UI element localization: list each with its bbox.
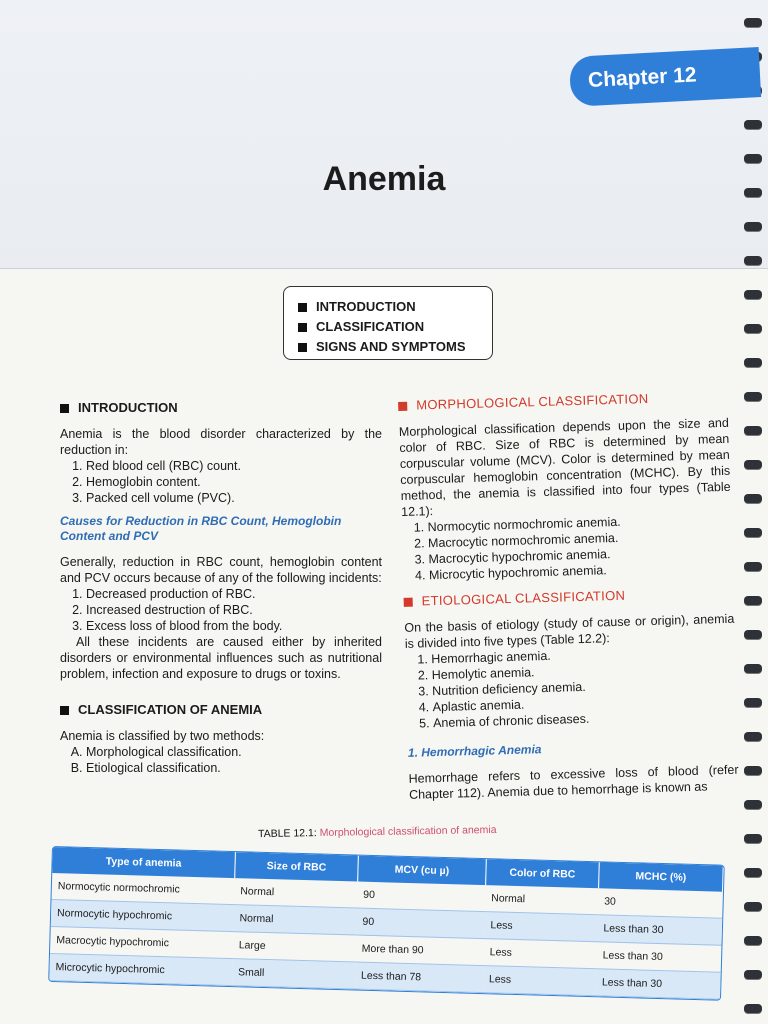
list-item: 2. Increased destruction of RBC. bbox=[86, 602, 382, 618]
morph-heading: MORPHOLOGICAL CLASSIFICATION bbox=[398, 389, 728, 414]
table-cell: Less bbox=[483, 966, 597, 996]
list-item: 2. Hemolytic anemia. bbox=[432, 659, 736, 683]
bullet-square-icon bbox=[298, 323, 307, 332]
table-cell: Normocytic hypochromic bbox=[51, 900, 234, 932]
table-cell: Macrocytic hypochromic bbox=[50, 926, 233, 958]
right-column bbox=[398, 389, 739, 803]
table-cell: Less bbox=[484, 912, 598, 942]
classification-text: Anemia is classified by two methods: bbox=[60, 729, 265, 743]
anemia-table bbox=[48, 846, 725, 1001]
list-item: 2. Hemoglobin content. bbox=[86, 474, 382, 490]
list-item: 4. Aplastic anemia. bbox=[432, 691, 736, 715]
etio-heading: ETIOLOGICAL CLASSIFICATION bbox=[403, 585, 733, 610]
table-cell: Normal bbox=[233, 905, 357, 935]
table-header: Size of RBC bbox=[235, 852, 359, 881]
bullet-square-icon bbox=[298, 343, 307, 352]
bullet-square-icon bbox=[398, 401, 407, 410]
table-header: Type of anemia bbox=[52, 847, 235, 878]
bullet-square-icon bbox=[404, 597, 413, 606]
list-item: 1. Hemorrhagic anemia. bbox=[431, 643, 735, 667]
list-item: 3. Nutrition deficiency anemia. bbox=[432, 675, 736, 699]
table-cell: Less bbox=[483, 939, 597, 969]
list-item: B. Etiological classification. bbox=[86, 760, 382, 776]
table-cell: Normal bbox=[485, 885, 599, 915]
table-cell: More than 90 bbox=[355, 935, 484, 966]
table-cell: 90 bbox=[356, 908, 485, 939]
table-cell: Less than 30 bbox=[597, 915, 722, 945]
spiral-binding bbox=[740, 0, 768, 1024]
morph-text: Morphological classification depends upon the size and color of RBC. Size of RBC is determined by mean corpuscular volume (MCV). Color is determined by mean corpuscular hemoglobin concentration (MCHC). By this method, the anemia is classified into four types (Table 12.1): bbox=[398, 415, 731, 519]
table-cell: Less than 30 bbox=[596, 942, 721, 972]
causes-text: Generally, reduction in RBC count, hemoglobin content and PCV occurs because of any of the following incidents: bbox=[60, 555, 382, 585]
chapter-tab: Chapter 12 bbox=[569, 47, 761, 107]
table-cell: 30 bbox=[598, 888, 723, 918]
list-item: A. Morphological classification. bbox=[86, 744, 382, 760]
bullet-square-icon bbox=[60, 706, 69, 715]
intro-heading: INTRODUCTION bbox=[60, 400, 382, 416]
list-item: 1. Red blood cell (RBC) count. bbox=[86, 458, 382, 474]
causes-heading: Causes for Reduction in RBC Count, Hemoglobin Content and PCV bbox=[60, 514, 342, 543]
table-header: Color of RBC bbox=[486, 859, 600, 888]
list-item: 3. Macrocytic hypochromic anemia. bbox=[428, 543, 732, 567]
morph-list bbox=[401, 511, 733, 584]
hemorrhagic-text: Hemorrhage refers to excessive loss of blood (refer Chapter 112). Anemia due to hemorrhage is known as bbox=[408, 762, 739, 802]
table-cell: Normal bbox=[234, 878, 358, 908]
table-cell: Normocytic normochromic bbox=[52, 873, 235, 905]
left-column bbox=[60, 400, 382, 776]
bullet-square-icon bbox=[60, 404, 69, 413]
list-item: 3. Packed cell volume (PVC). bbox=[86, 490, 382, 506]
etio-text: On the basis of etiology (study of cause or origin), anemia is divided into five types (Table 12.2): bbox=[404, 611, 735, 651]
table-cell: Less than 78 bbox=[355, 962, 484, 993]
intro-list bbox=[60, 458, 382, 506]
table-header: MCHC (%) bbox=[599, 862, 724, 891]
causes-list bbox=[60, 586, 382, 634]
list-item: 5. Anemia of chronic diseases. bbox=[433, 707, 737, 731]
list-item: 1. Decreased production of RBC. bbox=[86, 586, 382, 602]
intro-text: Anemia is the blood disorder characterized by the reduction in: bbox=[60, 427, 382, 457]
table-cell: Small bbox=[232, 959, 356, 989]
bullet-square-icon bbox=[298, 303, 307, 312]
causes-note: All these incidents are caused either by inherited disorders or environmental influences such as nutritional problem, infection and exposure to drugs or toxins. bbox=[60, 635, 382, 681]
classification-list bbox=[60, 744, 382, 776]
table-header: MCV (cu µ) bbox=[358, 856, 487, 886]
list-item: 4. Microcytic hypochromic anemia. bbox=[429, 559, 733, 583]
list-item: 1. Normocytic normochromic anemia. bbox=[427, 511, 731, 535]
table-cell: Less than 30 bbox=[596, 969, 721, 999]
classification-heading: CLASSIFICATION OF ANEMIA bbox=[60, 702, 382, 718]
list-item: 2. Macrocytic normochromic anemia. bbox=[428, 527, 732, 551]
table-caption: TABLE 12.1: Morphological classification of anemia bbox=[257, 823, 497, 841]
table-cell: Large bbox=[232, 932, 356, 962]
toc-item: SIGNS AND SYMPTOMS bbox=[298, 337, 492, 357]
toc-item: INTRODUCTION bbox=[298, 297, 492, 317]
page-title: Anemia bbox=[322, 160, 446, 198]
contents-box bbox=[283, 286, 493, 360]
table-cell: Microcytic hypochromic bbox=[49, 953, 232, 985]
hemorrhagic-heading: 1. Hemorrhagic Anemia bbox=[407, 742, 542, 760]
list-item: 3. Excess loss of blood from the body. bbox=[86, 618, 382, 634]
toc-item: CLASSIFICATION bbox=[298, 317, 492, 337]
table-cell: 90 bbox=[357, 882, 486, 912]
header-band bbox=[0, 0, 768, 269]
etio-list bbox=[405, 643, 737, 732]
